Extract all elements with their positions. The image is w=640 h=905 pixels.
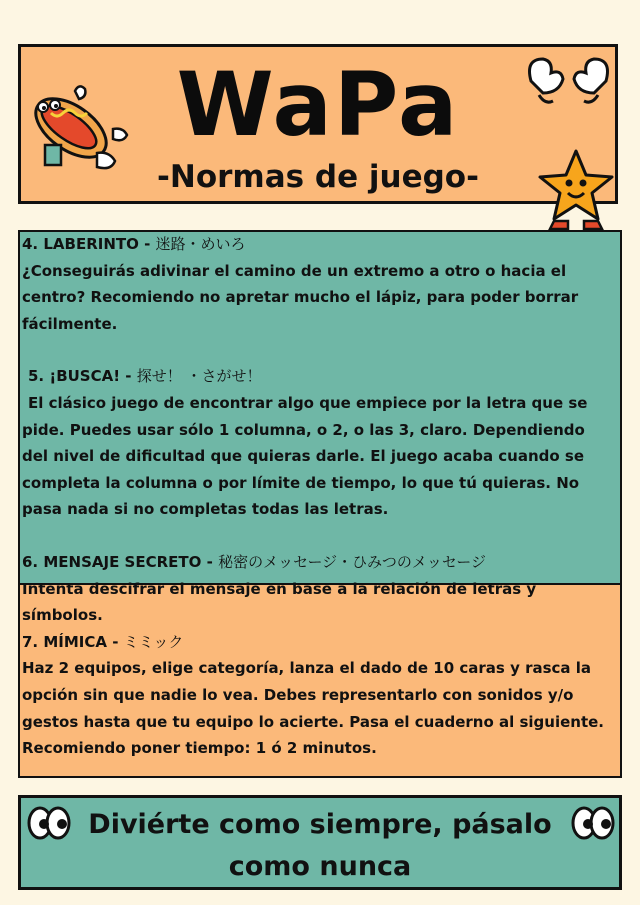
section-5-body: El clásico juego de encontrar algo que empiece por la letra que se pide. Puedes usar sólo 1 columna, o 2, o las 3, claro. Dependiendo del nivel de dificultad que quieras darle. El juego acaba cuando se completa la columna o por límite de tiempo, lo que tú quieras. No pasa nada si no completas todas las letras.	[22, 393, 588, 519]
star-mascot-icon	[536, 147, 616, 235]
eyes-icon	[27, 804, 71, 842]
section-4-heading: 4. LABERINTO - 迷路・めいろ	[22, 235, 246, 253]
section-6-body: Intenta descifrar el mensaje en base a la relación de letras y símbolos.	[22, 579, 537, 625]
section-7-heading: 7. MÍMICA - ミミック	[22, 632, 184, 651]
header-banner	[18, 44, 618, 204]
section-6-heading: 6. MENSAJE SECRETO - 秘密のメッセージ・ひみつのメッセージ	[22, 552, 486, 571]
section-5-heading: 5. ¡BUSCA! - 探せ！ ・さがせ！	[28, 367, 262, 386]
eyes-icon	[571, 804, 615, 842]
hotdog-mascot-icon	[23, 83, 133, 183]
footer-message: Diviérte como siempre, pásalo como nunca	[88, 809, 552, 882]
section-4-body: ¿Conseguirás adivinar el camino de un extremo a otro o hacia el centro? Recomiendo no apretar mucho el lápiz, para poder borrar fácilmente.	[22, 261, 579, 333]
section-7-body: Haz 2 equipos, elige categoría, lanza el dado de 10 caras y rasca la opción sin que nadie lo vea. Debes representarlo con sonidos y/o gestos hasta que tu equipo lo acierte. Pasa el cuaderno al siguiente. Recomiendo poner tiempo: 1 ó 2 minutos.	[22, 659, 604, 758]
footer-banner	[18, 795, 622, 890]
rules-content	[22, 231, 616, 762]
page-title: WaPa	[176, 53, 460, 156]
heart-hands-icon	[521, 51, 616, 111]
page-subtitle: -Normas de juego-	[157, 159, 479, 195]
